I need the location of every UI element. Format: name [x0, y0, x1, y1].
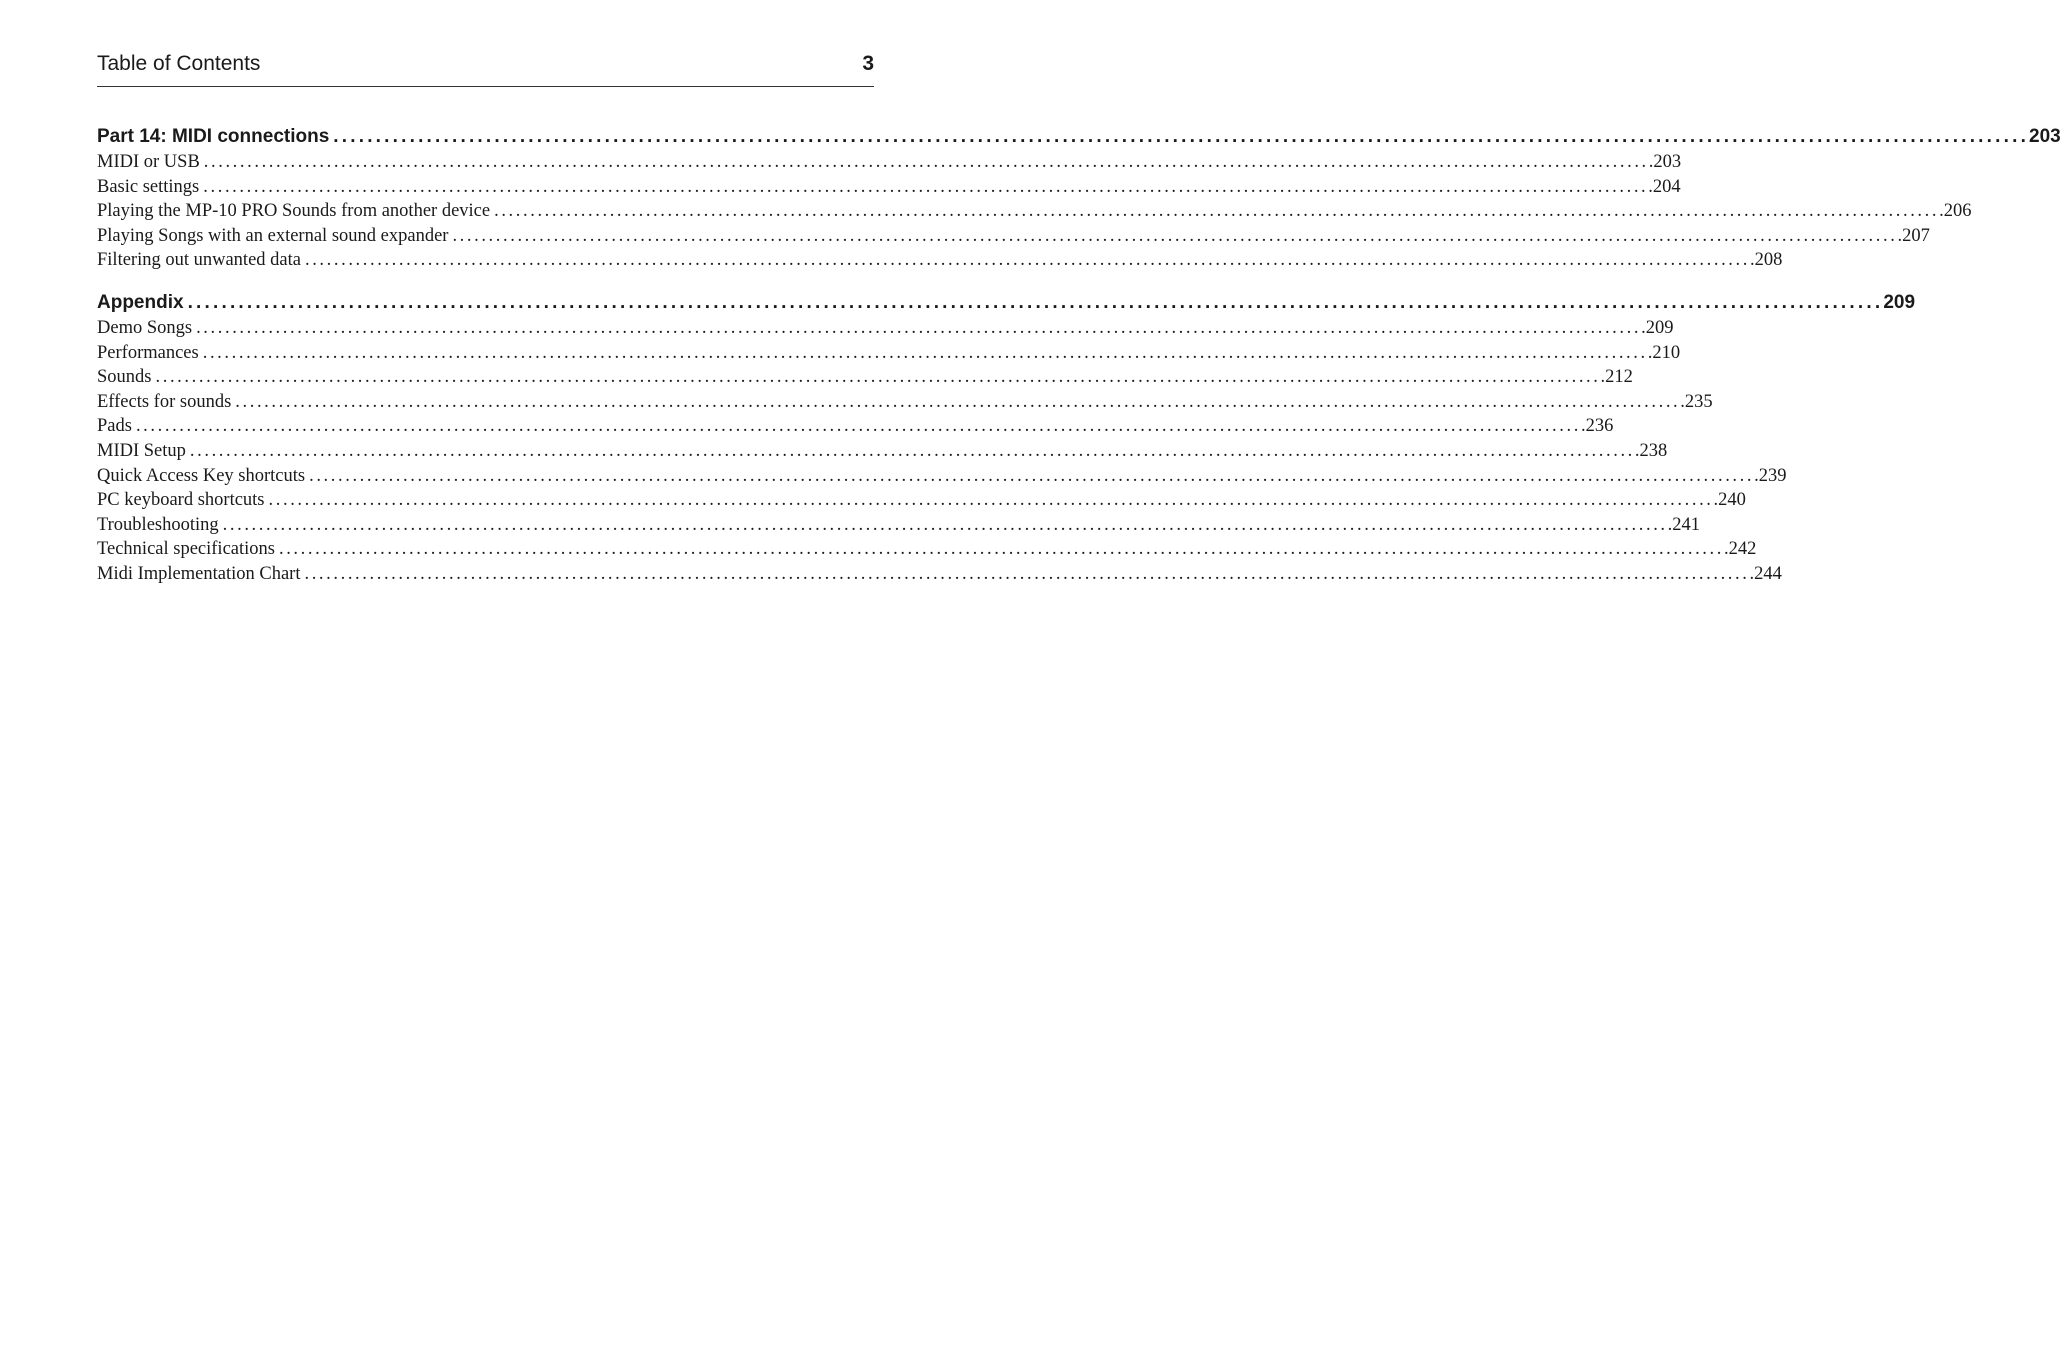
- toc-entry-title: Playing Songs with an external sound expander: [97, 225, 449, 246]
- toc-entry[interactable]: [97, 199, 1972, 224]
- toc-entry[interactable]: [97, 150, 1682, 175]
- toc-entry-page: .242: [1723, 539, 1757, 560]
- toc-entry-page: .236: [1580, 416, 1614, 437]
- page-number: 3: [862, 52, 874, 75]
- toc-section-part-14: [97, 124, 2061, 273]
- toc-entry-title: Sounds: [97, 367, 152, 388]
- toc-entry-title: Demo Songs: [97, 317, 193, 338]
- toc-entry-page: .208: [1749, 250, 1783, 271]
- dot-leader: ........................................................................................................................................................................................................: [278, 539, 1724, 560]
- toc-section-appendix: [97, 290, 1916, 587]
- toc-entry-title: Pads: [97, 416, 132, 437]
- toc-entry-title: Midi Implementation Chart: [97, 563, 301, 584]
- toc-entry-page: .238: [1634, 440, 1668, 461]
- toc-entry[interactable]: [97, 341, 1681, 366]
- dot-leader: ........................................................................................................................................................................................................: [494, 201, 1940, 222]
- dot-leader: ........................................................................................................................................................................................................: [187, 291, 1884, 313]
- toc-entry-title: Filtering out unwanted data: [97, 250, 301, 271]
- toc-heading-title: Part 14: MIDI connections: [97, 126, 330, 147]
- toc-entry[interactable]: [97, 414, 1614, 439]
- toc-entry-title: MIDI or USB: [97, 152, 200, 172]
- toc-entry[interactable]: [97, 365, 1633, 390]
- toc-entry[interactable]: [97, 224, 1930, 249]
- dot-leader: ........................................................................................................................................................................................................: [304, 250, 1750, 271]
- toc-entry-page: .207: [1897, 225, 1930, 246]
- toc-entry-page: .235: [1680, 391, 1713, 412]
- toc-entry-page: .210: [1647, 342, 1681, 363]
- toc-heading-page: 209: [1883, 291, 1916, 313]
- toc-entry[interactable]: [97, 439, 1668, 464]
- toc-heading-appendix[interactable]: [97, 290, 1916, 316]
- toc-entry[interactable]: [97, 248, 1783, 273]
- toc-entry-page: .240: [1713, 490, 1746, 511]
- toc-entry[interactable]: [97, 562, 1782, 587]
- toc-entry-title: Quick Access Key shortcuts: [97, 465, 306, 486]
- toc-entry[interactable]: [97, 537, 1757, 562]
- toc-heading-title: Appendix: [97, 291, 184, 313]
- dot-leader: ........................................................................................................................................................................................................: [203, 152, 1649, 172]
- toc-entry[interactable]: [97, 316, 1674, 341]
- toc-entry-page: .212: [1600, 367, 1633, 388]
- toc-heading-page: 203: [2029, 126, 2061, 147]
- dot-leader: ........................................................................................................................................................................................................: [189, 440, 1635, 461]
- dot-leader: ........................................................................................................................................................................................................: [268, 490, 1714, 511]
- toc-entry-title: Effects for sounds: [97, 391, 232, 412]
- toc-entry-page: .244: [1749, 563, 1782, 584]
- toc-entry[interactable]: [97, 513, 1701, 538]
- toc-entry-page: .206: [1939, 201, 1972, 222]
- dot-leader: ........................................................................................................................................................................................................: [202, 342, 1648, 363]
- toc-entry[interactable]: [97, 464, 1787, 489]
- page-title: Table of Contents: [97, 52, 261, 75]
- toc-entry-page: .241: [1667, 514, 1701, 535]
- toc-entry-page: .209: [1641, 317, 1674, 338]
- toc-heading-part-14[interactable]: [97, 124, 2061, 150]
- dot-leader: ........................................................................................................................................................................................................: [309, 465, 1755, 486]
- dot-leader: ........................................................................................................................................................................................................: [304, 563, 1750, 584]
- dot-leader: ........................................................................................................................................................................................................: [222, 514, 1668, 535]
- toc-entry[interactable]: [97, 488, 1746, 513]
- table-of-contents: [97, 124, 2061, 587]
- toc-entry-title: PC keyboard shortcuts: [97, 490, 265, 511]
- toc-entry-page: .239: [1754, 465, 1787, 486]
- toc-entry-page: .203: [1648, 152, 1682, 172]
- dot-leader: ........................................................................................................................................................................................................: [203, 176, 1649, 197]
- toc-entry[interactable]: [97, 390, 1713, 415]
- dot-leader: ........................................................................................................................................................................................................: [452, 225, 1898, 246]
- toc-entry-title: Performances: [97, 342, 199, 363]
- toc-entry-page: .204: [1648, 176, 1681, 197]
- toc-entry-title: Playing the MP-10 PRO Sounds from another device: [97, 201, 491, 222]
- toc-entry-title: Basic settings: [97, 176, 200, 197]
- dot-leader: ........................................................................................................................................................................................................: [155, 367, 1601, 388]
- toc-entry[interactable]: [97, 175, 1681, 200]
- toc-entry-title: MIDI Setup: [97, 440, 186, 461]
- dot-leader: ........................................................................................................................................................................................................: [333, 126, 2030, 147]
- toc-entry-title: Technical specifications: [97, 539, 275, 560]
- toc-entry-title: Troubleshooting: [97, 514, 219, 535]
- page-header: [97, 52, 874, 87]
- dot-leader: ........................................................................................................................................................................................................: [196, 317, 1642, 338]
- dot-leader: ........................................................................................................................................................................................................: [135, 416, 1581, 437]
- dot-leader: ........................................................................................................................................................................................................: [235, 391, 1681, 412]
